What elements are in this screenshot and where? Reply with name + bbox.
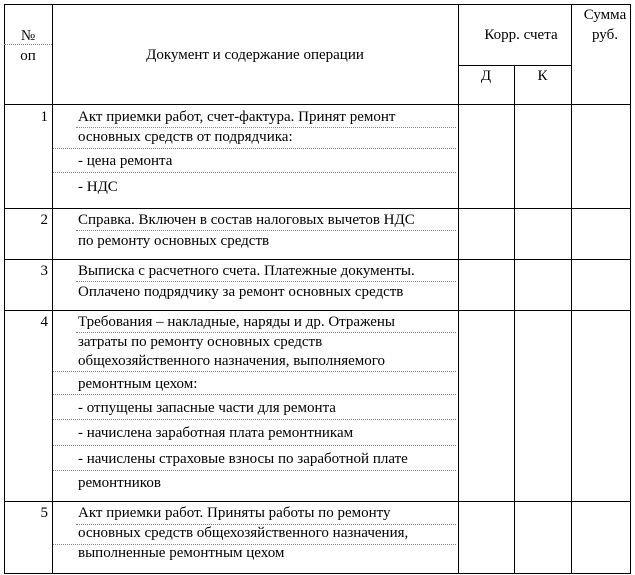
- entry-line: [53, 445, 456, 446]
- row-divider: [4, 501, 631, 502]
- row-number: 3: [40, 263, 48, 279]
- row-divider: [4, 208, 631, 209]
- entry-line: [53, 470, 456, 471]
- row-number: 5: [40, 505, 48, 521]
- row-number: 1: [40, 109, 48, 125]
- table-border-top: [4, 4, 631, 5]
- header-credit: К: [537, 68, 548, 84]
- header-number-line2: оп: [20, 48, 36, 64]
- row-text-line: - начислены страховые взносы по заработной плате: [78, 451, 408, 467]
- row-text-line: - НДС: [78, 179, 118, 195]
- row-text-line: выполненные ремонтным цехом: [78, 545, 285, 561]
- entry-line: [53, 394, 456, 395]
- header-sum-line1: Сумма: [583, 7, 627, 23]
- entry-line: [53, 148, 456, 149]
- column-divider: [571, 4, 572, 574]
- row-text-line: Требования – накладные, наряды и др. Отражены: [78, 314, 395, 330]
- header-sum-line2: руб.: [592, 27, 618, 43]
- header-document: Документ и содержание операции: [146, 47, 364, 63]
- entry-line: [76, 230, 456, 231]
- header-subdivider: [458, 65, 571, 66]
- row-text-line: Акт приемки работ. Приняты работы по ремонту: [78, 505, 391, 521]
- table-border-left: [4, 4, 5, 574]
- row-divider: [4, 310, 631, 311]
- table-border-right: [630, 4, 631, 574]
- row-number: 4: [40, 314, 48, 330]
- entry-line: [53, 172, 456, 173]
- row-text-line: Оплачено подрядчику за ремонт основных средств: [78, 284, 404, 300]
- row-text-line: ремонтным цехом:: [78, 376, 198, 392]
- header-debit: Д: [480, 68, 492, 84]
- row-text-line: Справка. Включен в состав налоговых вычетов НДС: [78, 212, 415, 228]
- entry-line: [53, 371, 456, 372]
- row-number: 2: [40, 212, 48, 228]
- header-bottom-line: [4, 104, 631, 105]
- row-text-line: ремонтников: [78, 475, 161, 491]
- row-text-line: Выписка с расчетного счета. Платежные документы.: [78, 263, 415, 279]
- row-text-line: - начислена заработная плата ремонтникам: [78, 425, 354, 441]
- header-number-line1: №: [20, 28, 36, 44]
- header-accounts: Корр. счета: [484, 27, 558, 43]
- row-text-line: Акт приемки работ, счет-фактура. Принят ремонт: [78, 109, 396, 125]
- row-divider: [4, 259, 631, 260]
- entry-line: [53, 419, 456, 420]
- row-text-line: - отпущены запасные части для ремонта: [78, 400, 336, 416]
- table-border-bottom: [4, 573, 631, 574]
- row-text-line: общехозяйственного назначения, выполняемого: [78, 353, 386, 369]
- column-divider: [514, 65, 515, 574]
- entry-line: [76, 281, 456, 282]
- row-text-line: основных средств общехозяйственного назначения,: [78, 525, 409, 541]
- column-divider: [52, 4, 53, 574]
- row-text-line: по ремонту основных средств: [78, 233, 270, 249]
- row-text-line: - цена ремонта: [78, 153, 173, 169]
- row-text-line: основных средств от подрядчика:: [78, 129, 293, 145]
- row-text-line: затраты по ремонту основных средств: [78, 334, 323, 350]
- column-divider: [458, 4, 459, 574]
